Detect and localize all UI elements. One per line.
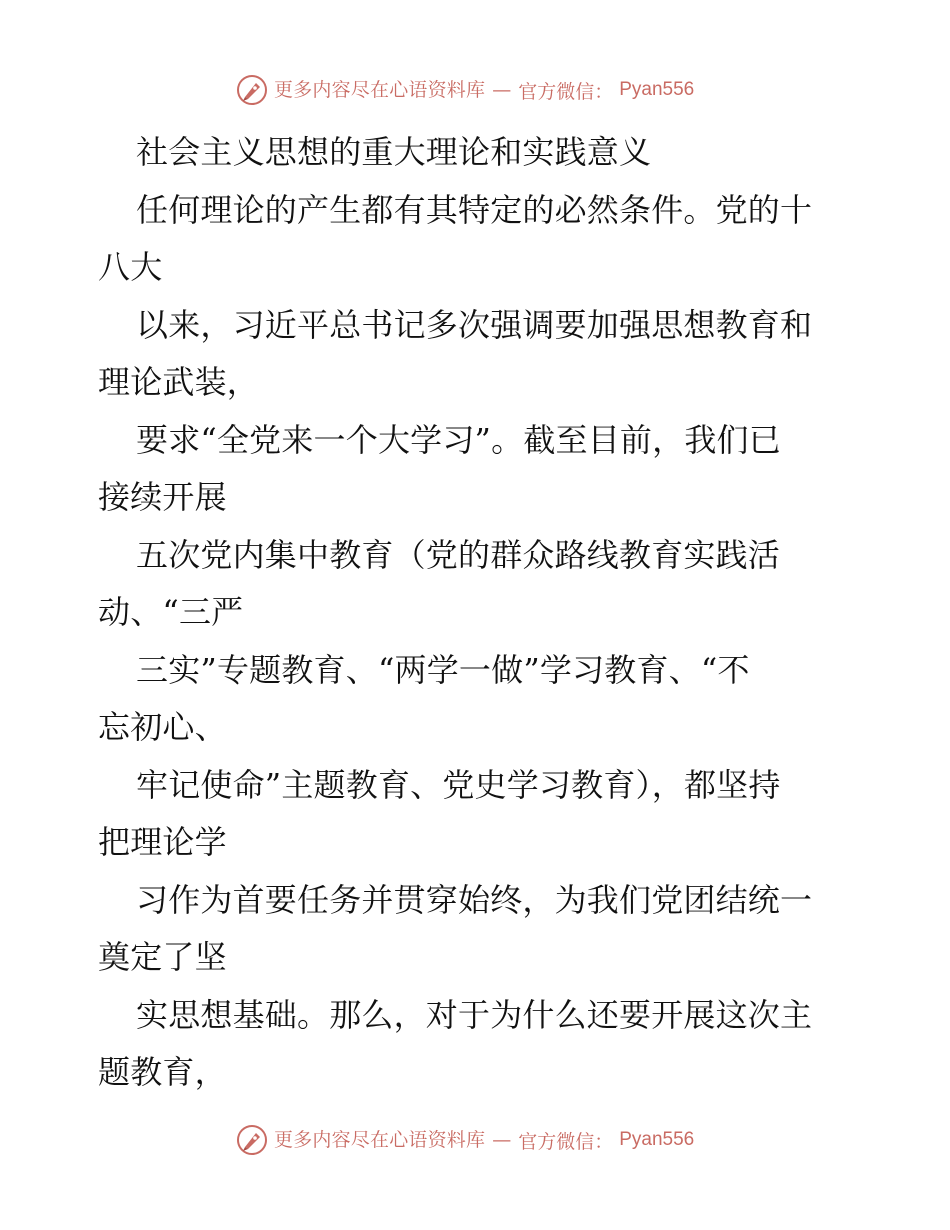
body-line: 把理论学 (98, 823, 227, 861)
footer-wechat-id: Pyan556 (619, 1129, 695, 1150)
body-line: 题教育， (98, 1053, 227, 1091)
body-line: 习作为首要任务并贯穿始终，为我们党团结统一 (136, 880, 813, 919)
header-separator: — (492, 79, 512, 101)
body-line: 社会主义思想的重大理论和实践意义 (136, 133, 652, 171)
footer-brand-text: 更多内容尽在心语资料库 (274, 1128, 486, 1151)
pen-nib-logo-icon (236, 74, 268, 106)
page-footer-watermark (236, 1122, 694, 1158)
header-brand-text: 更多内容尽在心语资料库 (274, 78, 486, 101)
body-line: 接续开展 (98, 478, 227, 516)
body-line: 以来，习近平总书记多次强调要加强思想教育和 (136, 305, 813, 344)
body-line: 奠定了坚 (98, 938, 227, 976)
body-line: 八大 (98, 248, 163, 286)
body-line: 实思想基础。那么，对于为什么还要开展这次主 (136, 995, 813, 1034)
footer-separator: — (492, 1129, 512, 1151)
body-line: 忘初心、 (98, 708, 227, 746)
body-line: 理论武装， (98, 363, 260, 401)
pen-nib-logo-icon (236, 1124, 268, 1156)
body-line: 三实”专题教育、“两学一做”学习教育、“不 (136, 650, 750, 689)
body-line: 任何理论的产生都有其特定的必然条件。党的十 (136, 190, 813, 229)
body-line: 五次党内集中教育（党的群众路线教育实践活 (136, 535, 781, 574)
document-body (98, 124, 850, 1102)
body-line: 要求“全党来一个大学习”。截至目前，我们已 (136, 420, 781, 459)
header-wechat-id: Pyan556 (619, 79, 695, 100)
body-line: 牢记使命”主题教育、党史学习教育），都坚持 (136, 765, 781, 804)
header-wechat-label: 官方微信： (518, 80, 614, 103)
page-header-watermark (236, 72, 694, 108)
footer-wechat-label: 官方微信： (518, 1130, 614, 1153)
body-line: 动、“三严 (98, 593, 244, 631)
